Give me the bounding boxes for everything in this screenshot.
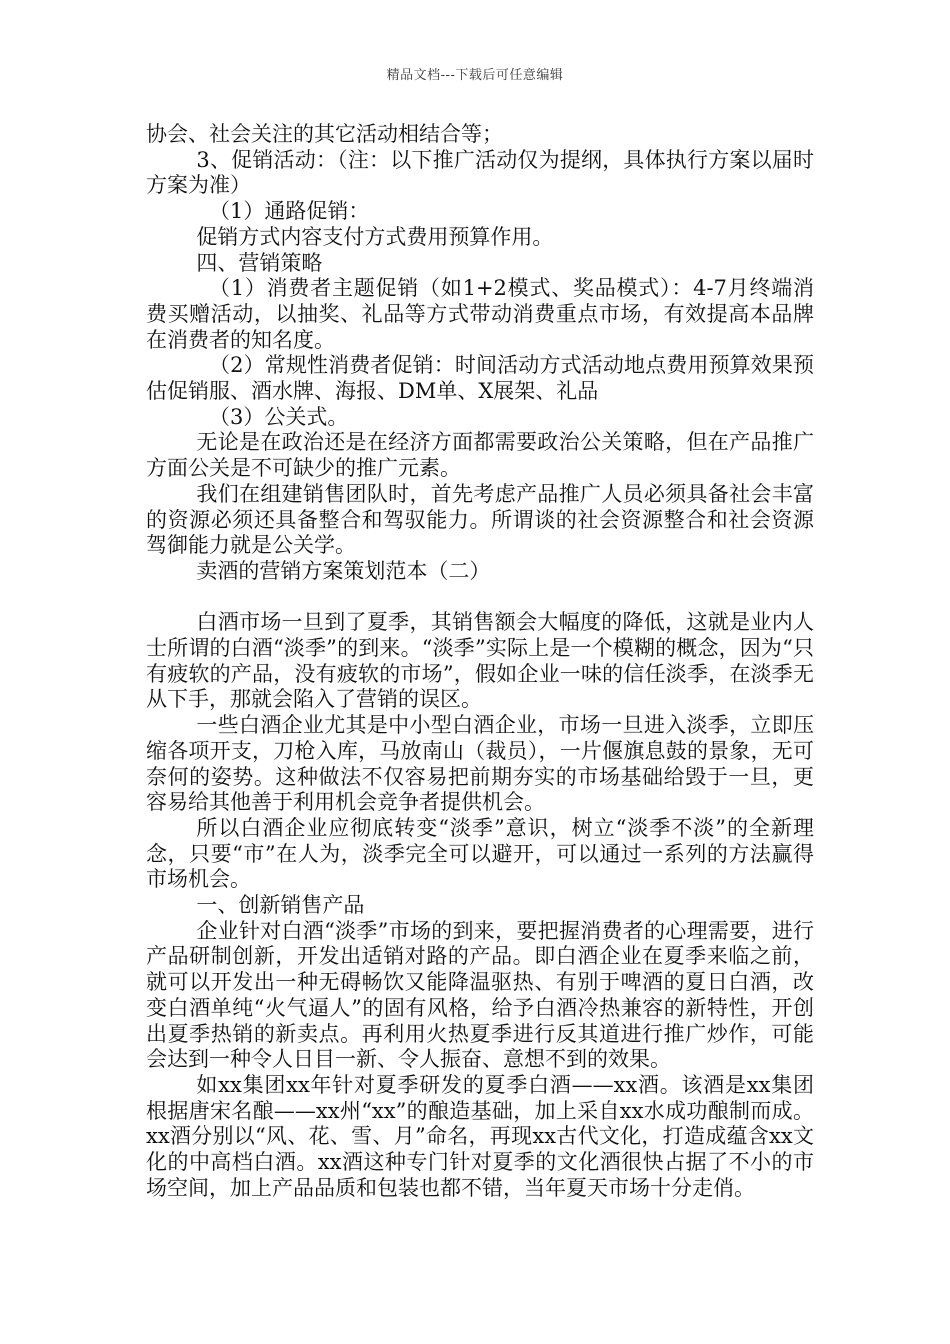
paragraph: 3、促销活动：（注：以下推广活动仅为提纲，具体执行方案以届时方案为准） [146,147,814,198]
section-heading: 四、营销策略 [196,250,323,275]
page-header: 精品文档---下载后可任意编辑 [386,68,564,83]
paragraph: （3）公关式。 [209,404,349,429]
paragraph: （1）通路促销： [209,199,370,224]
paragraph: 一些白酒企业尤其是中小型白酒企业，市场一旦进入淡季，立即压缩各项开支，刀枪入库，马放南山（裁员），一片偃旗息鼓的景象，无可奈何的姿势。这种做法不仅容易把前期夯实的市场基础给毁于一旦，更容易给其他善于利用机会竞争者提供机会。 [146,713,814,815]
paragraph: 白酒市场一旦到了夏季，其销售额会大幅度的降低，这就是业内人士所谓的白酒“淡季”的到来。“淡季”实际上是一个模糊的概念，因为“只有疲软的产品，没有疲软的市场”，假如企业一味的信任淡季，在淡季无从下手，那就会陷入了营销的误区。 [146,610,814,712]
paragraph: 如xx集团xx年针对夏季研发的夏季白酒——xx酒。该酒是xx集团根据唐宋名酿——xx州“xx”的酿造基础，加上采自xx水成功酿制而成。xx酒分别以“风、花、雪、月”命名，再现xx古代文化，打造成蕴含xx文化的中高档白酒。xx酒这种专门针对夏季的文化酒很快占据了不小的市场空间，加上产品品质和包装也都不错，当年夏天市场十分走俏。 [146,1073,814,1200]
document-body [146,122,814,1202]
paragraph: （2）常规性消费者促销：时间活动方式活动地点费用预算效果预估促销服、酒水牌、海报、DM单、X展架、礼品 [146,353,814,404]
paragraph: 企业针对白酒“淡季”市场的到来，要把握消费者的心理需要，进行产品研制创新，开发出适销对路的产品。即白酒企业在夏季来临之前，就可以开发出一种无碍畅饮又能降温驱热、有别于啤酒的夏日白酒，改变白酒单纯“火气逼人”的固有风格，给予白酒冷热兼容的新特性，开创出夏季热销的新卖点。再利用火热夏季进行反其道进行推广炒作，可能会达到一种令人日目一新、令人振奋、意想不到的效果。 [146,918,814,1072]
paragraph: 所以白酒企业应彻底转变“淡季”意识，树立“淡季不淡”的全新理念，只要“市”在人为，淡季完全可以避开，可以通过一系列的方法赢得市场机会。 [146,815,814,892]
paragraph: 无论是在政治还是在经济方面都需要政治公关策略，但在产品推广方面公关是不可缺少的推广元素。 [146,430,814,481]
paragraph: 协会、社会关注的其它活动相结合等； [146,122,503,146]
document-title: 卖酒的营销方案策划范本（二） [196,558,491,583]
blank-line [146,585,814,611]
paragraph: （1）消费者主题促销（如1+2模式、奖品模式）：4-7月终端消费买赠活动，以抽奖、礼品等方式带动消费重点市场，有效提高本品牌在消费者的知名度。 [146,276,814,352]
paragraph: 促销方式内容支付方式费用预算作用。 [196,224,554,249]
section-heading: 一、创新销售产品 [196,893,365,918]
paragraph: 我们在组建销售团队时，首先考虑产品推广人员必须具备社会丰富的资源必须还具备整合和驾驭能力。所谓谈的社会资源整合和社会资源驾御能力就是公关学。 [146,481,814,558]
